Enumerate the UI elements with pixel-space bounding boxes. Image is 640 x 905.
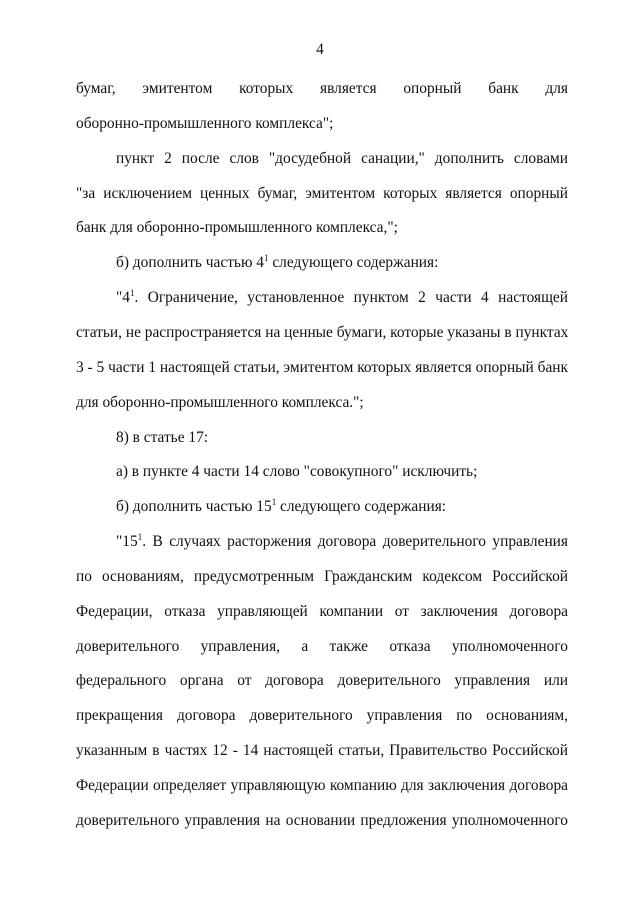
text-line: для оборонно-промышленного комплекса."; — [76, 394, 364, 411]
text-line: а) в пункте 4 части 14 слово "совокупного" исключить; — [116, 463, 478, 480]
text-line: пункт 2 после слов "досудебной санации," дополнить словами — [116, 150, 568, 167]
text-line: прекращения договора доверительного управления по основаниям, — [76, 707, 568, 724]
superscript: 1 — [137, 532, 143, 542]
text-line: доверительного управления, а также отказа уполномоченного — [76, 638, 568, 655]
text-line: доверительного управления на основании предложения уполномоченного — [76, 812, 568, 829]
text-line: бумаг, эмитентом которых является опорный банк для — [76, 80, 568, 97]
text-line: оборонно-промышленного комплекса"; — [76, 115, 334, 132]
text-line: б) дополнить частью $4^1$ следующего содержания: — [116, 253, 439, 271]
text-line: указанным в частях 12 - 14 настоящей статьи, Правительство Российской — [76, 742, 568, 759]
page-number: 4 — [316, 41, 324, 58]
text-line: 3 - 5 части 1 настоящей статьи, эмитентом которых является опорный банк — [76, 359, 568, 376]
superscript: 1 — [271, 497, 277, 507]
text-line: статьи, не распространяется на ценные бумаги, которые указаны в пунктах — [76, 324, 569, 341]
text-line: по основаниям, предусмотренным Гражданским кодексом Российской — [76, 568, 568, 585]
superscript: 1 — [129, 288, 135, 298]
text-line: Федерации, отказа управляющей компании от заключения договора — [76, 603, 568, 620]
superscript: 1 — [264, 253, 269, 263]
text-line: Федерации определяет управляющую компанию для заключения договора — [76, 777, 568, 794]
text-line: федерального органа от договора доверительного управления или — [76, 672, 568, 689]
text-line: 8) в статье 17: — [116, 429, 209, 446]
text-line: "$4^1$. Ограничение, установленное пунктом 2 части 4 настоящей — [116, 288, 568, 306]
text-line: "$15^1$. В случаях расторжения договора доверительного управления — [116, 532, 568, 550]
text-line: банк для оборонно-промышленного комплекса,"; — [76, 219, 398, 236]
text-line: б) дополнить частью $15^1$ следующего содержания: — [116, 497, 447, 515]
text-line: "за исключением ценных бумаг, эмитентом которых является опорный — [76, 185, 568, 202]
